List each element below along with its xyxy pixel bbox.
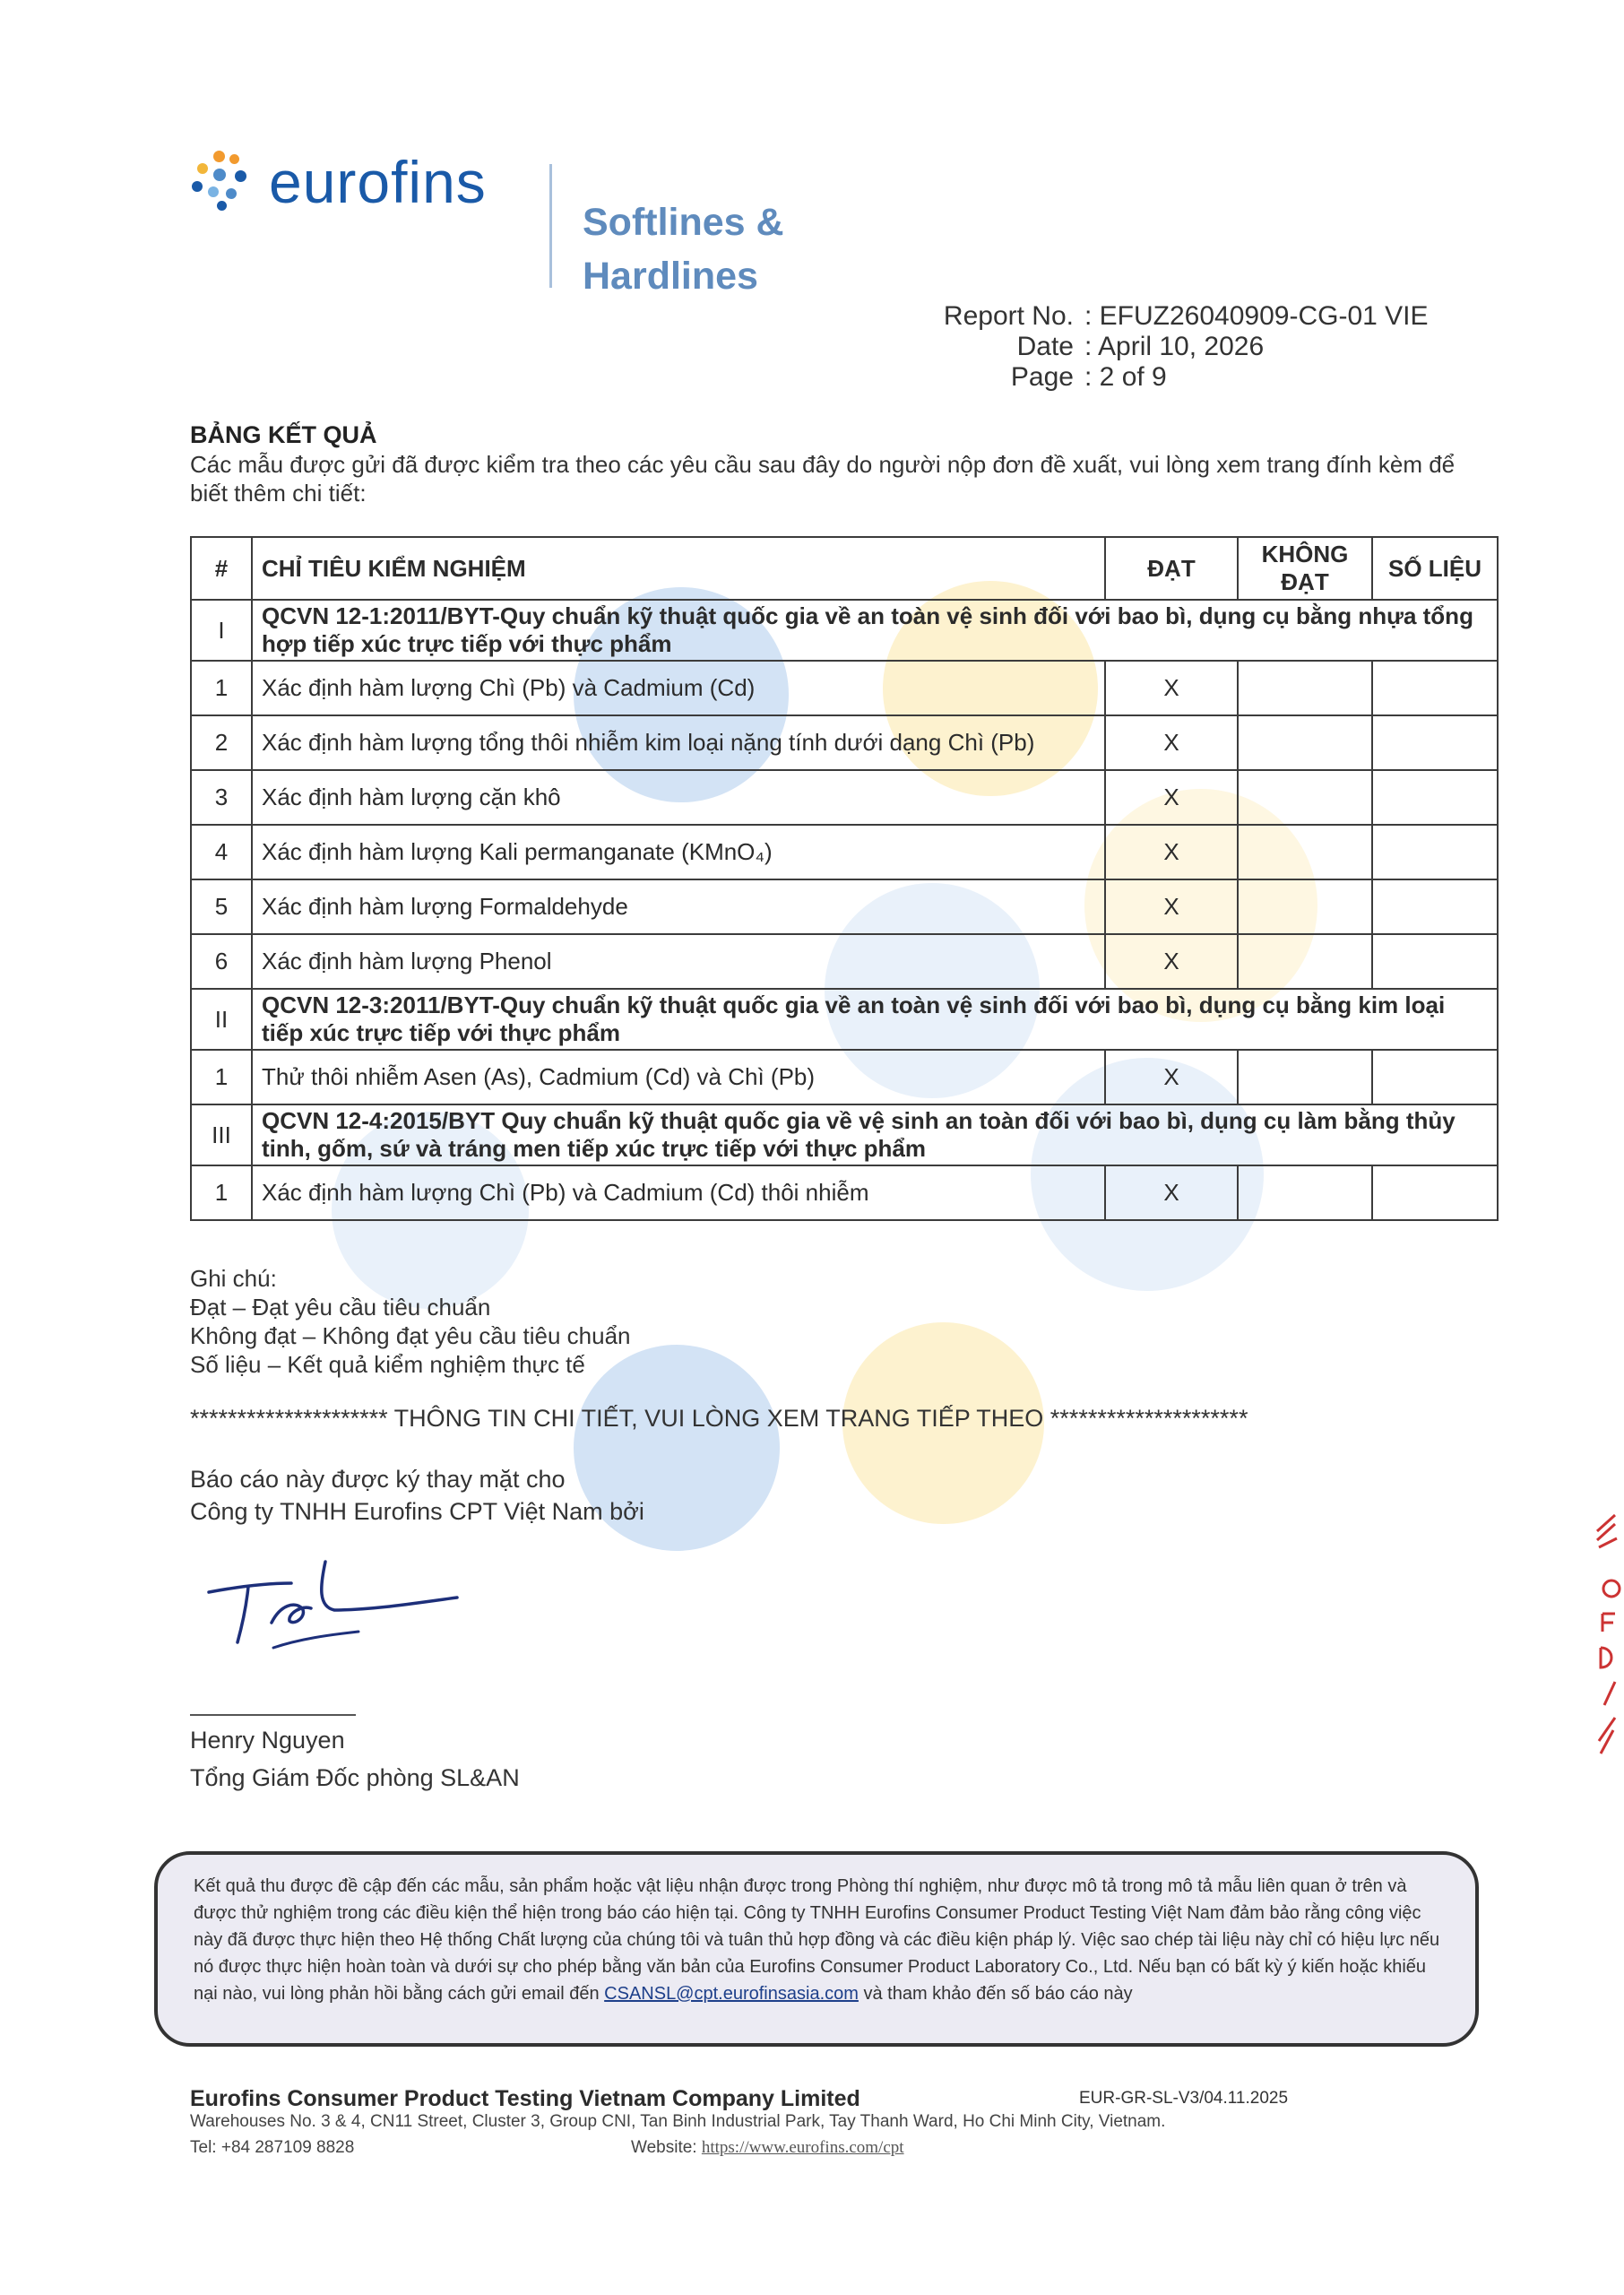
disclaimer-text-end: và tham khảo đến số báo cáo này: [858, 1984, 1133, 2004]
row-test: Xác định hàm lượng Chì (Pb) và Cadmium (Cd): [252, 661, 1105, 715]
company-phone: Tel: +84 287109 8828: [190, 2138, 355, 2157]
signer-title: Tổng Giám Đốc phòng SL&AN: [190, 1764, 520, 1791]
row-data-value: [1372, 1165, 1498, 1220]
row-pass-mark: X: [1105, 825, 1238, 879]
row-number: 4: [191, 825, 252, 879]
col-header-pass: ĐẠT: [1105, 537, 1238, 600]
handwritten-signature: [202, 1551, 471, 1672]
signature-line: [190, 1714, 356, 1716]
logo-dots-icon: [190, 149, 256, 215]
section-row: [191, 1104, 1498, 1165]
row-data-value: [1372, 770, 1498, 825]
row-pass-mark: X: [1105, 770, 1238, 825]
signed-for-line2: Công ty TNHH Eurofins CPT Việt Nam bởi: [190, 1498, 644, 1525]
row-test: Xác định hàm lượng Kali permanganate (KMnO₄): [252, 825, 1105, 879]
disclaimer-text: Kết quả thu được đề cập đến các mẫu, sản phẩm hoặc vật liệu nhận được trong Phòng thí nghiệm, như được mô tả trong mô tả mẫu liên quan ở trên và được thử nghiệm trong các điều kiện thể hiện trong báo cáo hiện tại. Công ty TNHH Eurofins Consumer Product Testing Việt Nam đảm bảo rằng công việc này đã được thực hiện theo Hệ thống Chất lượng của chúng tôi và tuân thủ hợp đồng và các điều kiện pháp lý. Việc sao chép tài liệu này chỉ có hiệu lực nếu nó được thực hiện hoàn toàn và dưới sự cho phép bằng văn bản của Eurofins Consumer Product Laboratory Co., Ltd. Nếu bạn có bất kỳ ý kiến hoặc khiếu nại nào, vui lòng phản hồi bằng cách gửi email đến: [194, 1876, 1440, 2004]
website-link[interactable]: https://www.eurofins.com/cpt: [701, 2138, 904, 2157]
table-row: [191, 825, 1498, 879]
row-test: Xác định hàm lượng Chì (Pb) và Cadmium (Cd) thôi nhiễm: [252, 1165, 1105, 1220]
legend-notes: [190, 1264, 631, 1379]
page-label: Page: [1010, 362, 1074, 392]
row-data-value: [1372, 934, 1498, 989]
row-test: Xác định hàm lượng Formaldehyde: [252, 879, 1105, 934]
row-test: Thử thôi nhiễm Asen (As), Cadmium (Cd) và Chì (Pb): [252, 1050, 1105, 1104]
row-fail-mark: [1238, 770, 1372, 825]
section-title: QCVN 12-1:2011/BYT-Quy chuẩn kỹ thuật quốc gia về an toàn vệ sinh đối với bao bì, dụng cụ bằng nhựa tổng hợp tiếp xúc trực tiếp với thực phẩm: [252, 600, 1498, 661]
section-number: I: [191, 600, 252, 661]
signer-block: [190, 1721, 520, 1797]
row-pass-mark: X: [1105, 1050, 1238, 1104]
row-pass-mark: X: [1105, 934, 1238, 989]
row-pass-mark: X: [1105, 715, 1238, 770]
table-row: [191, 770, 1498, 825]
results-heading: BẢNG KẾT QUẢ: [190, 421, 377, 448]
row-test: Xác định hàm lượng tổng thôi nhiễm kim loại nặng tính dưới dạng Chì (Pb): [252, 715, 1105, 770]
row-pass-mark: X: [1105, 661, 1238, 715]
contact-email-link[interactable]: CSANSL@cpt.eurofinsasia.com: [604, 1984, 859, 2004]
row-data-value: [1372, 661, 1498, 715]
section-number: II: [191, 989, 252, 1050]
notes-line: Số liệu – Kết quả kiểm nghiệm thực tế: [190, 1351, 585, 1378]
row-fail-mark: [1238, 934, 1372, 989]
row-number: 1: [191, 661, 252, 715]
row-pass-mark: X: [1105, 879, 1238, 934]
table-row: [191, 661, 1498, 715]
row-pass-mark: X: [1105, 1165, 1238, 1220]
page-value: : 2 of 9: [1084, 362, 1167, 392]
col-header-num: #: [191, 537, 252, 600]
company-website: [631, 2138, 904, 2158]
partial-stamp: [1588, 1506, 1624, 1785]
row-fail-mark: [1238, 1165, 1372, 1220]
company-name: Eurofins Consumer Product Testing Vietnam Company Limited: [190, 2086, 860, 2111]
section-title: QCVN 12-3:2011/BYT-Quy chuẩn kỹ thuật quốc gia về an toàn vệ sinh đối với bao bì, dụng cụ bằng kim loại tiếp xúc trực tiếp với thực phẩm: [252, 989, 1498, 1050]
row-fail-mark: [1238, 825, 1372, 879]
col-header-test: CHỈ TIÊU KIỂM NGHIỆM: [252, 537, 1105, 600]
disclaimer-box: [154, 1851, 1479, 2047]
row-fail-mark: [1238, 715, 1372, 770]
table-row: [191, 879, 1498, 934]
row-fail-mark: [1238, 661, 1372, 715]
division-tagline: [583, 195, 784, 303]
section-row: [191, 600, 1498, 661]
tagline-line1: Softlines &: [583, 201, 784, 244]
results-intro: Các mẫu được gửi đã được kiểm tra theo các yêu cầu sau đây do người nộp đơn đề xuất, vui lòng xem trang đính kèm để biết thêm chi tiết:: [190, 451, 1456, 507]
report-meta: [923, 301, 1429, 393]
table-row: [191, 1165, 1498, 1220]
table-header-row: [191, 537, 1498, 600]
row-data-value: [1372, 879, 1498, 934]
header-divider: [549, 164, 552, 288]
signed-for-line1: Báo cáo này được ký thay mặt cho: [190, 1466, 566, 1493]
row-data-value: [1372, 715, 1498, 770]
notes-title: Ghi chú:: [190, 1265, 277, 1292]
eurofins-logo: [190, 148, 487, 216]
company-address: Warehouses No. 3 & 4, CN11 Street, Cluster 3, Group CNI, Tan Binh Industrial Park, Tay Thanh Ward, Ho Chi Minh City, Vietnam.: [190, 2112, 1166, 2131]
signer-name: Henry Nguyen: [190, 1727, 345, 1754]
row-number: 3: [191, 770, 252, 825]
row-number: 5: [191, 879, 252, 934]
row-data-value: [1372, 825, 1498, 879]
row-test: Xác định hàm lượng Phenol: [252, 934, 1105, 989]
signed-on-behalf: [190, 1463, 644, 1528]
col-header-data: SỐ LIỆU: [1372, 537, 1498, 600]
tagline-line2: Hardlines: [583, 255, 758, 298]
row-fail-mark: [1238, 879, 1372, 934]
col-header-fail: KHÔNG ĐẠT: [1238, 537, 1372, 600]
date-value: : April 10, 2026: [1084, 332, 1265, 361]
table-row: [191, 934, 1498, 989]
form-code: EUR-GR-SL-V3/04.11.2025: [1079, 2089, 1289, 2108]
report-no-value: : EFUZ26040909-CG-01 VIE: [1084, 301, 1429, 331]
row-data-value: [1372, 1050, 1498, 1104]
row-fail-mark: [1238, 1050, 1372, 1104]
row-test: Xác định hàm lượng cặn khô: [252, 770, 1105, 825]
row-number: 1: [191, 1050, 252, 1104]
table-row: [191, 715, 1498, 770]
website-label: Website:: [631, 2138, 702, 2157]
section-row: [191, 989, 1498, 1050]
report-no-label: Report No.: [943, 301, 1074, 331]
row-number: 1: [191, 1165, 252, 1220]
row-number: 6: [191, 934, 252, 989]
section-number: III: [191, 1104, 252, 1165]
continue-notice: ********************* THÔNG TIN CHI TIẾT, VUI LÒNG XEM TRANG TIẾP THEO *********************: [190, 1405, 1248, 1432]
date-label: Date: [1016, 332, 1074, 361]
results-table: [190, 536, 1499, 1221]
notes-line: Đạt – Đạt yêu cầu tiêu chuẩn: [190, 1294, 491, 1321]
table-row: [191, 1050, 1498, 1104]
logo-wordmark: eurofins: [269, 149, 487, 215]
notes-line: Không đạt – Không đạt yêu cầu tiêu chuẩn: [190, 1322, 631, 1349]
section-title: QCVN 12-4:2015/BYT Quy chuẩn kỹ thuật quốc gia về vệ sinh an toàn đối với bao bì, dụng cụ làm bằng thủy tinh, gốm, sứ và tráng men tiếp xúc trực tiếp với thực phẩm: [252, 1104, 1498, 1165]
row-number: 2: [191, 715, 252, 770]
